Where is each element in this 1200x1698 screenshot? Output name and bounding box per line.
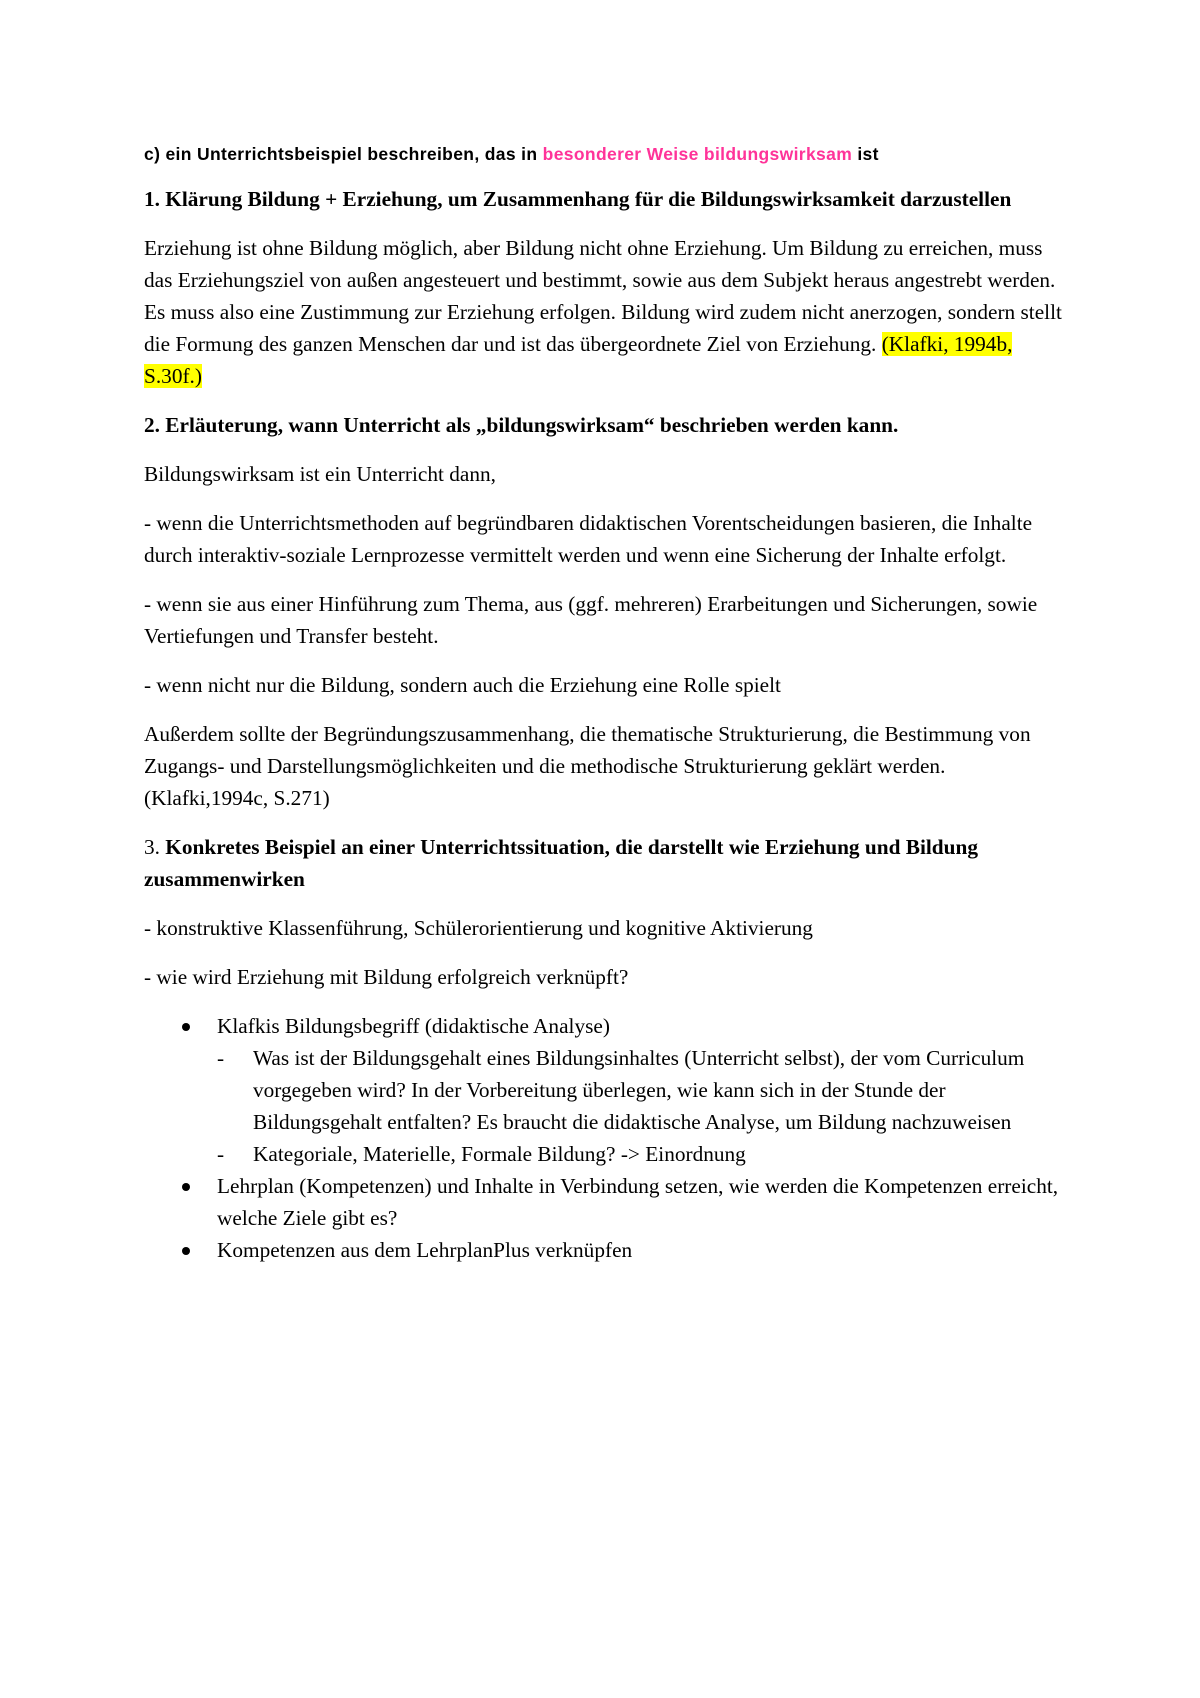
section-2-heading: 2. Erläuterung, wann Unterricht als „bildungswirksam“ beschrieben werden kann. <box>144 413 899 437</box>
section-2-point: - wenn die Unterrichtsmethoden auf begründbaren didaktischen Vorentscheidungen basieren, die Inhalte durch interaktiv-soziale Lernprozesse vermittelt werden und wenn eine Sicherung der Inhalte erfolgt. <box>144 511 1033 567</box>
sub-item <box>217 1138 1064 1170</box>
sub-item <box>217 1042 1064 1138</box>
section-1-text: Erziehung ist ohne Bildung möglich, aber Bildung nicht ohne Erziehung. Um Bildung zu erreichen, muss das Erziehungsziel von außen angesteuert und bestimmt, sowie aus dem Subjekt heraus angestrebt werden. Es muss also eine Zustimmung zur Erziehung erfolgen. Bildung wird zudem nicht anerzogen, sondern stellt die Formung des ganzen Menschen dar und ist das übergeordnete Ziel von Erziehung. <box>144 236 1062 356</box>
bullet-item <box>144 1010 1064 1170</box>
section-2-point: - wenn nicht nur die Bildung, sondern auch die Erziehung eine Rolle spielt <box>144 673 781 697</box>
task-intro <box>144 141 1064 167</box>
dash-marker: - <box>217 1142 225 1166</box>
bullet-dot-icon <box>182 1247 190 1255</box>
section-3-line: - wie wird Erziehung mit Bildung erfolgreich verknüpft? <box>144 965 629 989</box>
task-intro-accent: besonderer Weise bildungswirksam <box>542 144 853 164</box>
section-1-citation: (Klafki, 1994b, S.30f.) <box>144 332 1013 388</box>
bullet-dot-icon <box>182 1023 190 1031</box>
section-2-closing: Außerdem sollte der Begründungszusammenhang, die thematische Strukturierung, die Bestimmung von Zugangs- und Darstellungsmöglichkeiten und die methodische Strukturierung geklärt werden. (Klafki,1994c, S.271) <box>144 722 1031 810</box>
task-intro-prefix: c) ein Unterrichtsbeispiel beschreiben, das in <box>144 144 543 164</box>
task-intro-suffix: ist <box>852 144 879 164</box>
section-3-heading-number: 3. <box>144 835 166 859</box>
sub-list <box>217 1042 1064 1170</box>
bullet-item-text: Kompetenzen aus dem LehrplanPlus verknüpfen <box>217 1238 633 1262</box>
bullet-item <box>144 1234 1064 1266</box>
bullet-list <box>144 1010 1064 1266</box>
section-3-line: - konstruktive Klassenführung, Schülerorientierung und kognitive Aktivierung <box>144 916 813 940</box>
bullet-item <box>144 1170 1064 1234</box>
section-3-heading-text: Konkretes Beispiel an einer Unterrichtssituation, die darstellt wie Erziehung und Bildung zusammenwirken <box>144 835 978 891</box>
bullet-item-text: Klafkis Bildungsbegriff (didaktische Analyse) <box>217 1014 610 1038</box>
bullet-dot-icon <box>182 1183 190 1191</box>
document-content <box>144 141 1064 1266</box>
sub-item-text: Was ist der Bildungsgehalt eines Bildungsinhaltes (Unterricht selbst), der vom Curriculum vorgegeben wird? In der Vorbereitung überlegen, wie kann sich in der Stunde der Bildungsgehalt entfalten? Es braucht die didaktische Analyse, um Bildung nachzuweisen <box>253 1046 1025 1134</box>
section-1-body <box>144 232 1064 392</box>
section-2-point: - wenn sie aus einer Hinführung zum Thema, aus (ggf. mehreren) Erarbeitungen und Sicherungen, sowie Vertiefungen und Transfer besteht. <box>144 592 1038 648</box>
sub-item-text: Kategoriale, Materielle, Formale Bildung? -> Einordnung <box>253 1142 746 1166</box>
section-2-lead: Bildungswirksam ist ein Unterricht dann, <box>144 462 496 486</box>
section-1-heading: 1. Klärung Bildung + Erziehung, um Zusammenhang für die Bildungswirksamkeit darzustellen <box>144 187 1012 211</box>
bullet-item-text: Lehrplan (Kompetenzen) und Inhalte in Verbindung setzen, wie werden die Kompetenzen erreicht, welche Ziele gibt es? <box>217 1174 1059 1230</box>
section-3-heading <box>144 831 1064 895</box>
dash-marker: - <box>217 1046 225 1070</box>
